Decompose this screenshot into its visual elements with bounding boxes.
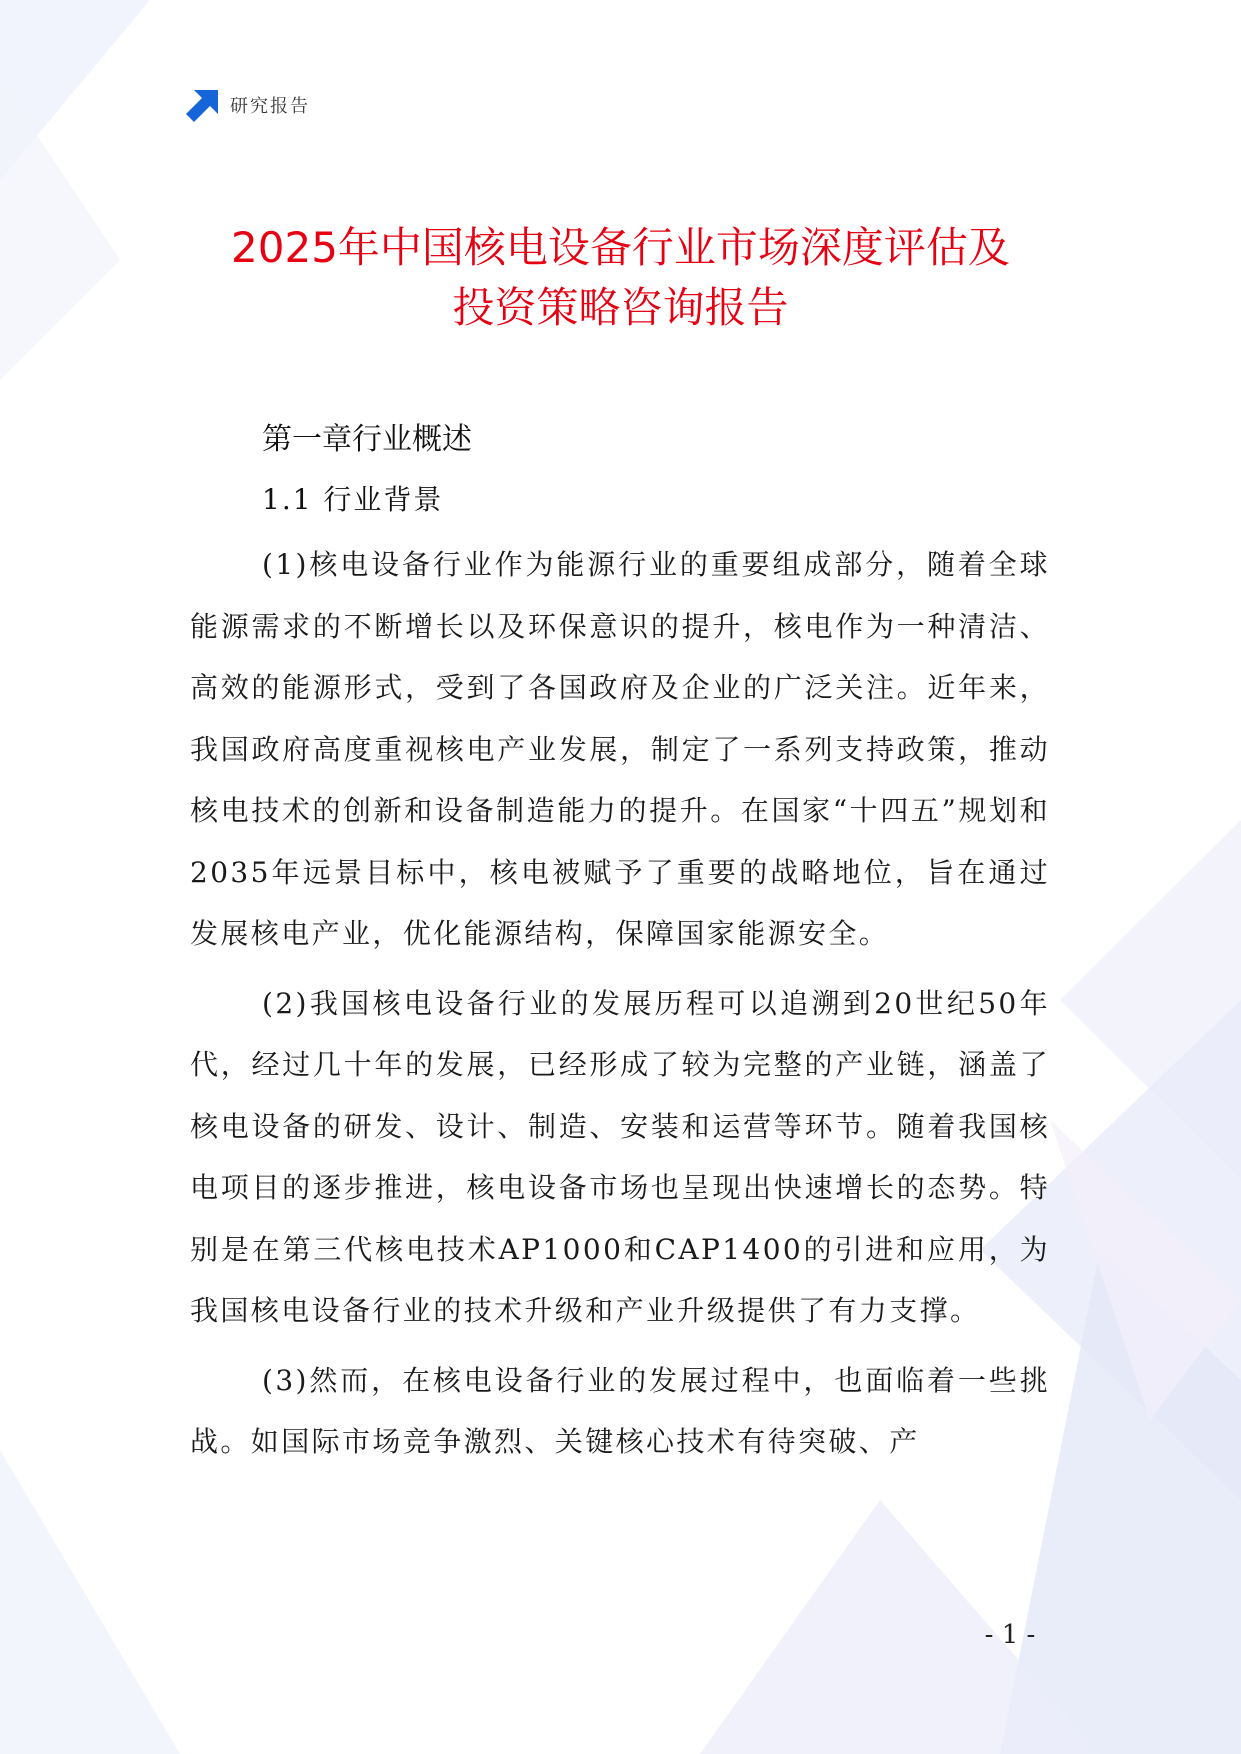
page-number: - 1 -	[984, 1620, 1036, 1650]
arrow-up-right-icon	[186, 88, 220, 122]
title-line-2: 投资策略咨询报告	[452, 283, 789, 332]
report-title	[160, 218, 1081, 338]
report-header	[186, 88, 310, 122]
section-heading: 1.1 行业背景	[262, 483, 444, 516]
header-label: 研究报告	[230, 96, 310, 117]
chapter-heading: 第一章行业概述	[262, 422, 472, 457]
paragraph-2: (2)我国核电设备行业的发展历程可以追溯到20世纪50年代，经过几十年的发展，已经形成了较为完整的产业链，涵盖了核电设备的研发、设计、制造、安装和运营等环节。随着我国核电项目的逐步推进，核电设备市场也呈现出快速增长的态势。特别是在第三代核电技术AP1000和CAP1400的引进和应用，为我国核电设备行业的技术升级和产业升级提供了有力支撑。	[190, 986, 1050, 1327]
paragraph-3: (3)然而，在核电设备行业的发展过程中，也面临着一些挑战。如国际市场竞争激烈、关键核心技术有待突破、产	[190, 1363, 1050, 1458]
document-body	[190, 412, 1050, 1473]
title-line-1: 2025年中国核电设备行业市场深度评估及	[231, 223, 1010, 272]
paragraph-1: (1)核电设备行业作为能源行业的重要组成部分，随着全球能源需求的不断增长以及环保意识的提升，核电作为一种清洁、高效的能源形式，受到了各国政府及企业的广泛关注。近年来，我国政府高度重视核电产业发展，制定了一系列支持政策，推动核电技术的创新和设备制造能力的提升。在国家“十四五”规划和2035年远景目标中，核电被赋予了重要的战略地位，旨在通过发展核电产业，优化能源结构，保障国家能源安全。	[190, 548, 1050, 950]
